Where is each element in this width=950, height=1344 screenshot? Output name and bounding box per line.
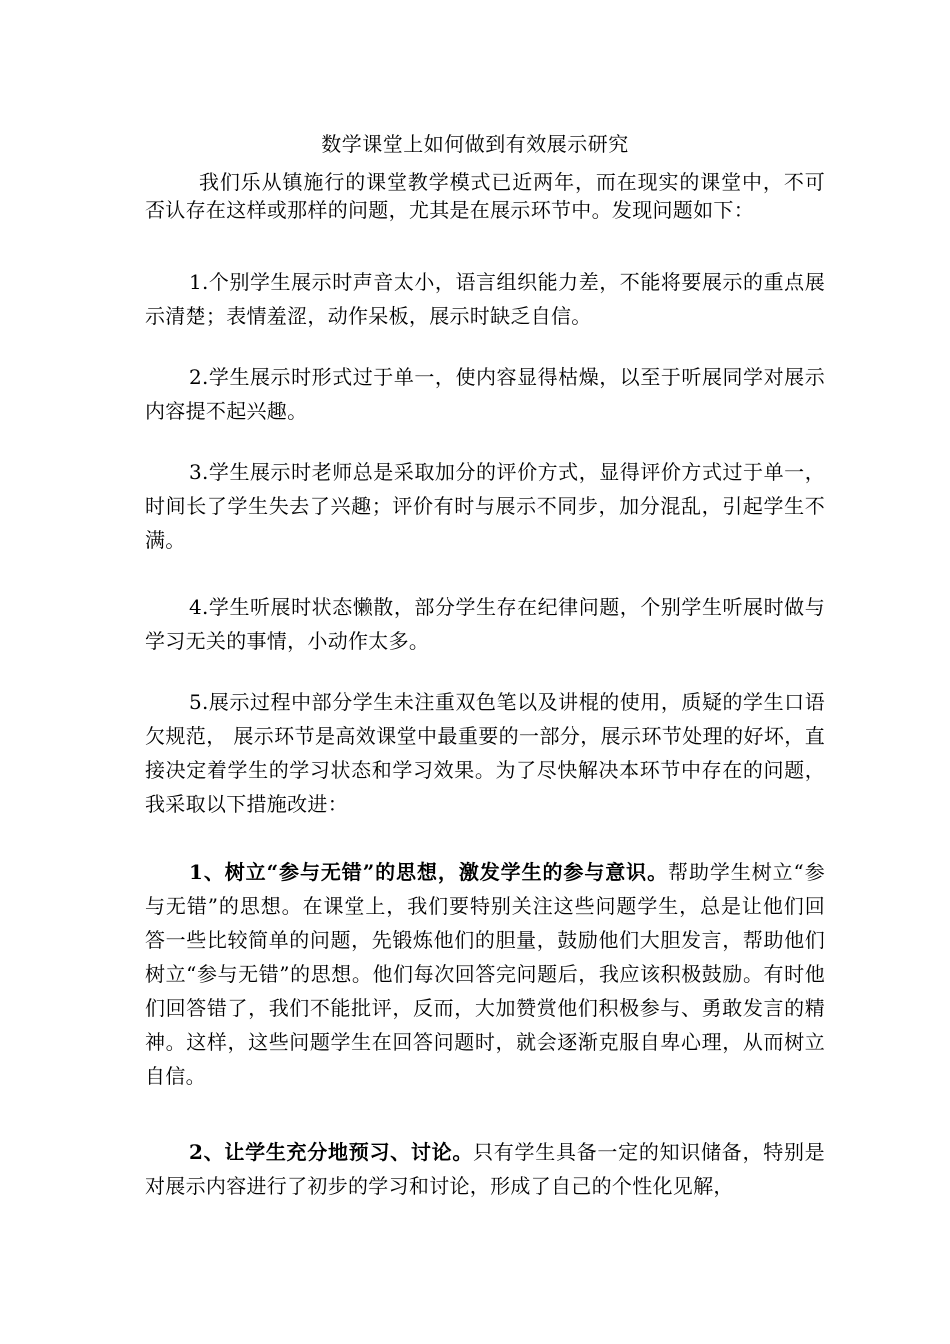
problem-paragraph-4: 4.学生听展时状态懒散，部分学生存在纪律问题，个别学生听展时做与学习无关的事情，小动作太多。 <box>145 595 825 653</box>
measure-paragraph-1 <box>145 855 825 1093</box>
document-title: 数学课堂上如何做到有效展示研究 <box>321 132 629 156</box>
measure-body-2: 只有学生具备一定的知识储备，特别是对展示内容进行了初步的学习和讨论，形成了自己的个性化见解， <box>145 1140 825 1198</box>
problem-paragraph-2: 2.学生展示时形式过于单一，使内容显得枯燥，以至于听展同学对展示内容提不起兴趣。 <box>145 365 825 423</box>
problem-paragraph-3: 3.学生展示时老师总是采取加分的评价方式，显得评价方式过于单一，时间长了学生失去了兴趣；评价有时与展示不同步，加分混乱，引起学生不满。 <box>145 460 825 552</box>
measure-heading-1: 1、树立“参与无错”的思想，激发学生的参与意识。 <box>189 860 669 884</box>
measure-body-1: 帮助学生树立“参与无错”的思想。在课堂上，我们要特别关注这些问题学生，总是让他们回答一些比较简单的问题，先锻炼他们的胆量，鼓励他们大胆发言，帮助他们树立“参与无错”的思想。他们每次回答完问题后，我应该积极鼓励。有时他们回答错了，我们不能批评，反而，大加赞赏他们积极参与、勇敢发言的精神。这样，这些问题学生在回答问题时，就会逐渐克服自卑心理，从而树立自信。 <box>145 860 826 1088</box>
intro-paragraph: 我们乐从镇施行的课堂教学模式已近两年，而在现实的课堂中，不可否认存在这样或那样的问题，尤其是在展示环节中。发现问题如下： <box>145 170 825 222</box>
problem-paragraph-1: 1.个别学生展示时声音太小，语言组织能力差，不能将要展示的重点展示清楚；表情羞涩，动作呆板，展示时缺乏自信。 <box>145 270 825 328</box>
measure-paragraph-2 <box>145 1135 825 1203</box>
problem-paragraph-5: 5.展示过程中部分学生未注重双色笔以及讲棍的使用，质疑的学生口语欠规范， 展示环节是高效课堂中最重要的一部分，展示环节处理的好坏，直接决定着学生的学习状态和学习效果。为了尽快解决本环节中存在的问题，我采取以下措施改进： <box>145 690 825 816</box>
measure-heading-2: 2、让学生充分地预习、讨论。 <box>189 1140 474 1164</box>
